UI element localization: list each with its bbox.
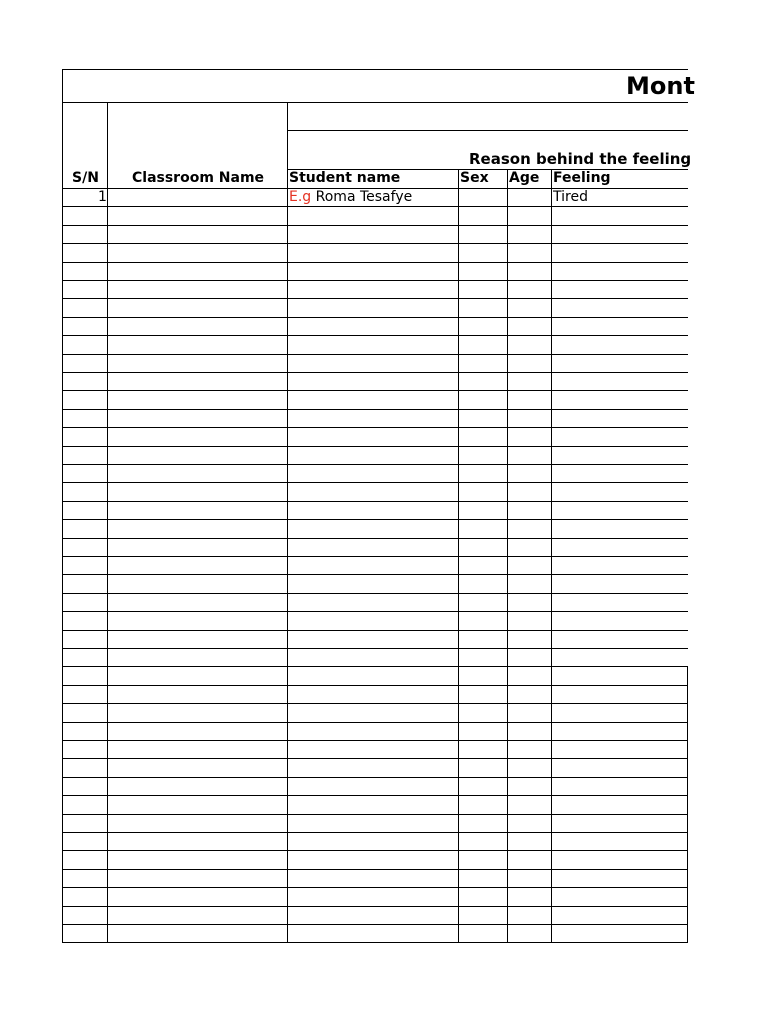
table-row-line <box>62 611 688 612</box>
table-row-line <box>62 556 688 557</box>
table-row-line <box>62 188 688 189</box>
table-row-line <box>62 206 688 207</box>
table-row-line <box>62 501 688 502</box>
table-row-line <box>62 243 688 244</box>
grid-line-col-classroom <box>107 102 108 943</box>
grid-line-right-partial <box>687 666 688 943</box>
header-sex: Sex <box>460 170 489 186</box>
table-row-line <box>62 630 688 631</box>
table-row-line <box>62 482 688 483</box>
table-row-line <box>62 814 688 815</box>
table-row-line <box>62 758 688 759</box>
table-row-line <box>62 280 688 281</box>
header-sn: S/N <box>72 170 99 186</box>
grid-line-bottom <box>62 942 688 943</box>
table-row-line <box>62 427 688 428</box>
example-prefix: E.g <box>289 189 312 205</box>
table-row-line <box>62 519 688 520</box>
grid-line-title-bottom <box>62 102 688 103</box>
table-row-line <box>62 593 688 594</box>
table-row-line <box>62 722 688 723</box>
table-row-line <box>62 685 688 686</box>
table-row-line <box>62 409 688 410</box>
table-row-line <box>62 538 688 539</box>
grid-line-col-student <box>287 102 288 943</box>
table-row-line <box>62 869 688 870</box>
header-student-name: Student name <box>289 170 401 186</box>
table-row-line <box>62 666 688 667</box>
table-row-line <box>62 372 688 373</box>
table-row-line <box>62 262 688 263</box>
monitoring-sheet <box>62 69 695 943</box>
table-row-line <box>62 317 688 318</box>
table-row-line <box>62 298 688 299</box>
table-row-line <box>62 887 688 888</box>
header-feeling: Feeling <box>553 170 611 186</box>
grid-line-header-lower <box>287 169 688 170</box>
table-row-line <box>62 850 688 851</box>
table-row-line <box>62 906 688 907</box>
table-row-line <box>62 335 688 336</box>
grid-line-header-upper <box>287 130 688 131</box>
header-classroom-name: Classroom Name <box>132 170 265 186</box>
table-row-line <box>62 795 688 796</box>
table-row-line <box>62 446 688 447</box>
reason-heading: Reason behind the feeling <box>469 150 692 168</box>
example-sn: 1 <box>98 189 107 205</box>
table-row-line <box>62 390 688 391</box>
example-feeling: Tired <box>553 189 588 205</box>
table-row-line <box>62 924 688 925</box>
table-row-line <box>62 574 688 575</box>
example-student-cell[interactable] <box>289 188 412 206</box>
table-row-line <box>62 464 688 465</box>
grid-line-left <box>62 69 63 943</box>
table-row-line <box>62 648 688 649</box>
table-row-line <box>62 832 688 833</box>
table-row-line <box>62 703 688 704</box>
table-row-line <box>62 225 688 226</box>
sheet-title: Mont <box>626 72 695 100</box>
header-age: Age <box>509 170 540 186</box>
example-student-name: Roma Tesafye <box>315 189 413 205</box>
table-row-line <box>62 777 688 778</box>
table-row-line <box>62 354 688 355</box>
table-row-line <box>62 740 688 741</box>
grid-line-top <box>62 69 688 70</box>
